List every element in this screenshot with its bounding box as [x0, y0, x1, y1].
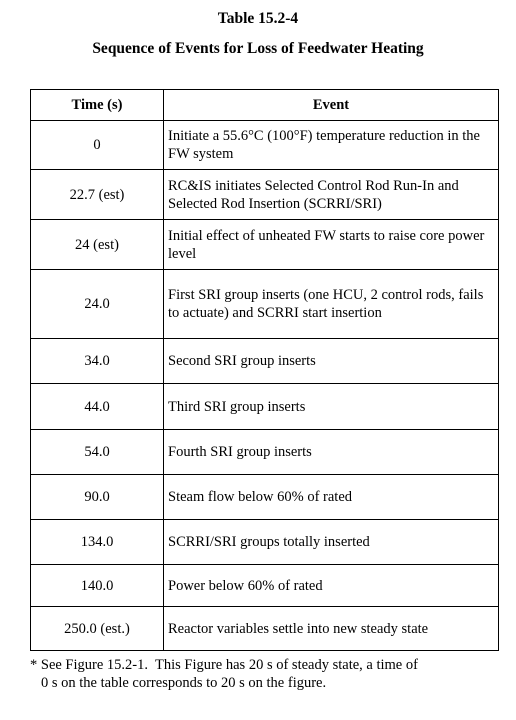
time-cell: 134.0	[31, 520, 164, 565]
table-row	[31, 384, 499, 430]
footnote	[30, 656, 504, 692]
event-column-header: Event	[164, 90, 499, 121]
event-cell: Steam flow below 60% of rated	[164, 475, 499, 520]
footnote-line-2: 0 s on the table corresponds to 20 s on the figure.	[41, 675, 327, 691]
table-row	[31, 170, 499, 220]
table-title: Sequence of Events for Loss of Feedwater Heating	[92, 40, 424, 57]
table-row	[31, 339, 499, 384]
time-cell: 250.0 (est.)	[31, 607, 164, 651]
table-number: Table 15.2-4	[217, 10, 299, 27]
event-cell: Fourth SRI group inserts	[164, 430, 499, 475]
header-row	[31, 90, 499, 121]
time-cell: 24.0	[31, 270, 164, 339]
event-cell: SCRRI/SRI groups totally inserted	[164, 520, 499, 565]
event-cell: Initiate a 55.6°C (100°F) temperature reduction in the FW system	[164, 121, 499, 170]
time-cell: 34.0	[31, 339, 164, 384]
event-cell: Initial effect of unheated FW starts to raise core power level	[164, 220, 499, 270]
time-column-header: Time (s)	[31, 90, 164, 121]
table-row	[31, 220, 499, 270]
event-cell: Third SRI group inserts	[164, 384, 499, 430]
time-cell: 90.0	[31, 475, 164, 520]
events-table	[30, 89, 499, 651]
time-cell: 24 (est)	[31, 220, 164, 270]
time-cell: 140.0	[31, 565, 164, 607]
event-cell: Power below 60% of rated	[164, 565, 499, 607]
time-cell: 0	[31, 121, 164, 170]
table-row	[31, 430, 499, 475]
time-cell: 44.0	[31, 384, 164, 430]
event-cell: First SRI group inserts (one HCU, 2 control rods, fails to actuate) and SCRRI start insertion	[164, 270, 499, 339]
table-row	[31, 520, 499, 565]
table-row	[31, 475, 499, 520]
table-row	[31, 565, 499, 607]
event-cell: RC&IS initiates Selected Control Rod Run-In and Selected Rod Insertion (SCRRI/SRI)	[164, 170, 499, 220]
event-cell: Reactor variables settle into new steady state	[164, 607, 499, 651]
footnote-line-1: * See Figure 15.2-1. This Figure has 20 s of steady state, a time of	[30, 657, 418, 673]
table-row	[31, 270, 499, 339]
time-cell: 54.0	[31, 430, 164, 475]
table-row	[31, 607, 499, 651]
time-cell: 22.7 (est)	[31, 170, 164, 220]
event-cell: Second SRI group inserts	[164, 339, 499, 384]
table-row	[31, 121, 499, 170]
